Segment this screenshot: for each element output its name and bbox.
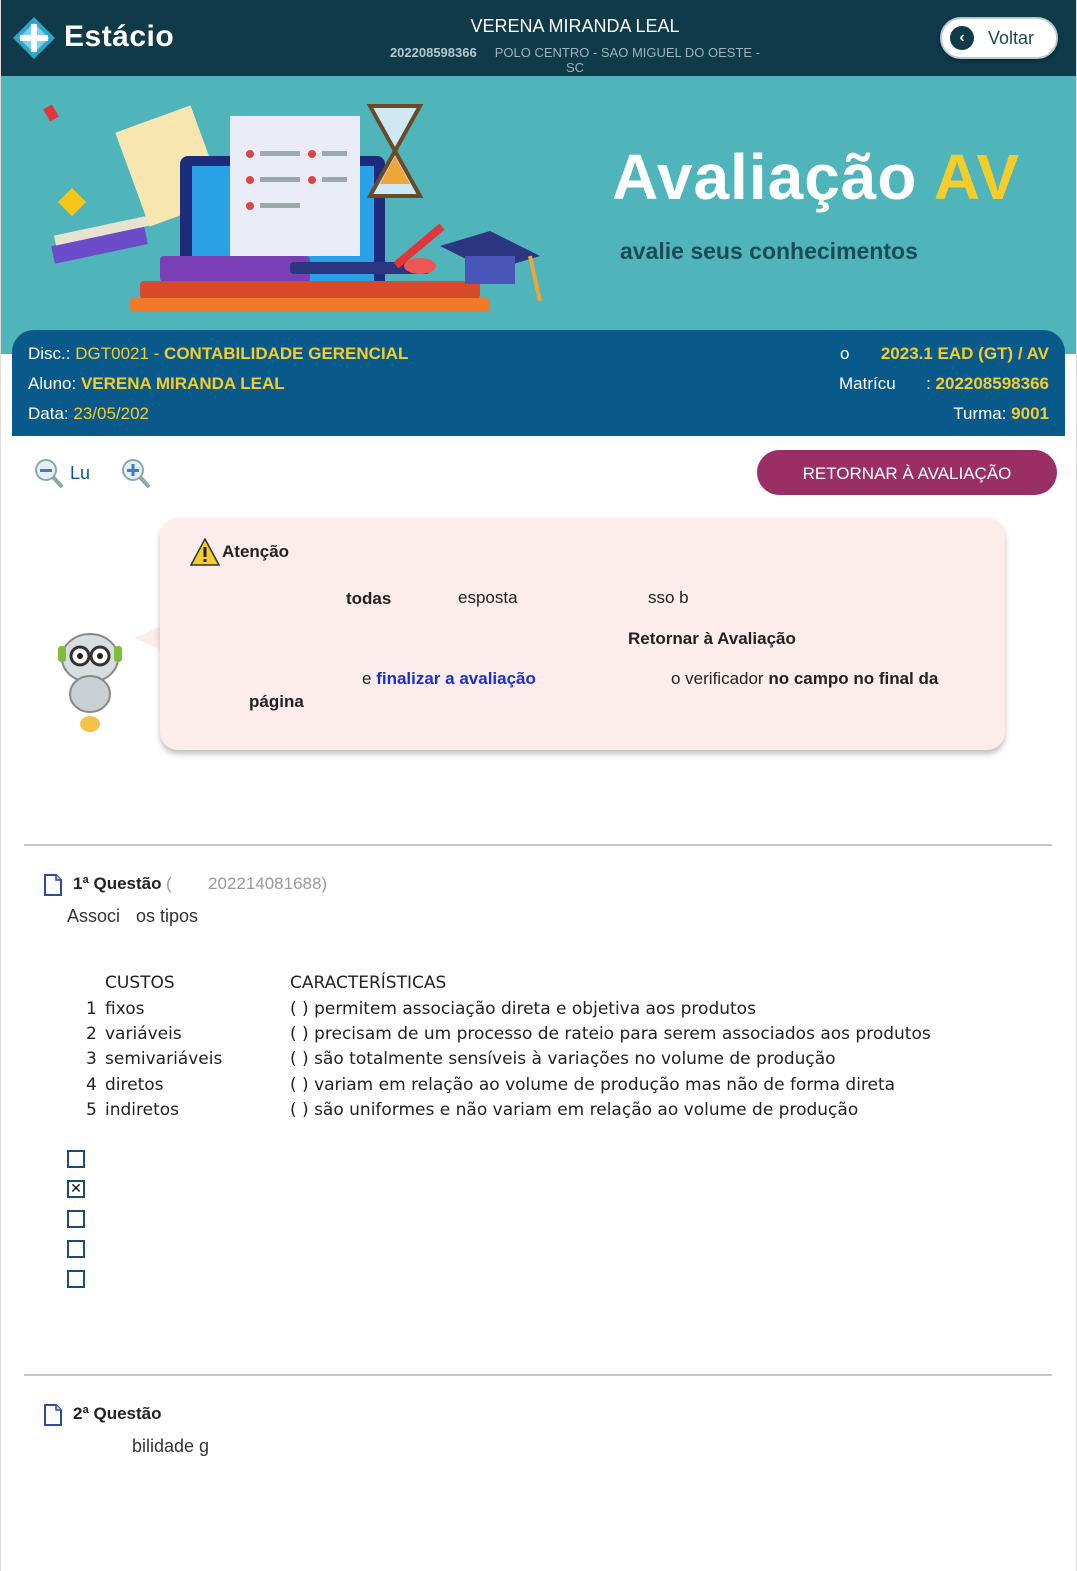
question-2-text: bilidade g [132,1436,210,1456]
answer-checkbox[interactable] [67,1240,85,1258]
question-1-code: 202214081688) [208,874,328,893]
cost-name: indiretos [105,1100,180,1120]
document-icon [44,874,62,896]
cost-name: fixos [105,999,145,1019]
disc-name: CONTABILIDADE GERENCIAL [164,344,409,363]
section-divider [24,844,1052,846]
turma-label: Turma: [953,404,1012,423]
section-divider [24,1374,1052,1376]
student-name: VERENA MIRANDA LEAL [470,16,680,36]
data-label: Data: [28,404,74,423]
period-row [881,344,1049,364]
attention-text-field: no campo no final da [768,669,939,688]
chevron-left-icon: ‹ [950,26,974,50]
banner-title-main: Avaliação [612,141,934,213]
brand-name: Estácio [64,20,175,53]
characteristics-header: CARACTERÍSTICAS [290,973,447,993]
hero-banner [0,76,1077,354]
back-button[interactable] [940,17,1058,59]
cost-number: 5 [86,1100,97,1120]
discipline-row [28,344,408,364]
date-row [28,404,149,424]
document-icon [44,1404,62,1426]
student-id: 202208598366 [389,45,477,60]
attention-line-verifier [671,669,938,689]
answer-checkbox[interactable] [67,1150,85,1168]
cost-name: variáveis [105,1024,182,1044]
cost-number: 1 [86,999,97,1019]
period-value: 2023.1 EAD (GT) / AV [880,344,1049,363]
back-button-label: Voltar [988,28,1035,48]
campus-name: POLO CENTRO - SAO MIGUEL DO OESTE - SC [494,45,761,75]
turma-row [953,404,1049,424]
data-value: 23/05/202 [73,404,149,423]
zoom-out-icon[interactable] [34,458,64,490]
student-subtitle [380,45,770,75]
estacio-logo-icon [12,16,56,60]
answer-checkbox-selected[interactable]: ✕ [67,1180,85,1198]
costs-header: CUSTOS [105,973,175,993]
characteristic-item: ( ) permitem associação direta e objetiva aos produtos [290,999,756,1019]
matricula-value: 202208598366 [935,374,1049,393]
attention-text-page: página [249,692,304,711]
return-to-assessment-button[interactable]: RETORNAR À AVALIAÇÃO [757,450,1057,495]
turma-value: 9001 [1011,404,1049,423]
attention-line-three [362,669,536,689]
course-info-panel [12,330,1065,436]
question-1-title: 1ª Questão [73,874,162,893]
matricula-row [926,374,1049,394]
cost-number: 2 [86,1024,97,1044]
attention-text-todas: todas [346,589,392,608]
disc-label: Disc.: [28,344,76,363]
characteristic-item: ( ) precisam de um processo de rateio para serem associados aos produtos [290,1024,931,1044]
aluno-value: VERENA MIRANDA LEAL [80,374,285,393]
finalize-assessment-link[interactable]: finalizar a avaliação [376,669,536,688]
attention-text-e: e [362,669,377,688]
zoom-in-icon[interactable] [121,458,151,490]
cost-number: 3 [86,1049,97,1069]
banner-title-accent: AV [933,141,1021,213]
disc-code: DGT0021 - [75,344,165,363]
characteristic-item: ( ) são uniformes e não variam em relação ao volume de produção [290,1100,859,1120]
banner-subtitle: avalie seus conhecimentos [620,238,918,264]
question-1-code-paren: ( [166,874,172,893]
cost-name: diretos [105,1075,164,1095]
answer-checkbox[interactable] [67,1210,85,1228]
question-1-text-b: os tipos [136,906,199,926]
question-1-text-a: Associ [67,906,121,926]
matricula-sep: : [926,374,936,393]
matricula-label: Matrícu [839,374,896,393]
attention-text-resposta: esposta [458,588,518,607]
attention-text-fragment: sso b [648,588,689,607]
robot-mascot-icon [50,628,130,736]
study-illustration [40,96,560,336]
question-2-title: 2ª Questão [73,1404,162,1423]
attention-text-verifier: o verificador [671,669,769,688]
aluno-label: Aluno: [28,374,81,393]
characteristic-item: ( ) são totalmente sensíveis à variações no volume de produção [290,1049,836,1069]
zoom-label: Lu [70,463,91,483]
period-label: o [840,344,850,363]
cost-number: 4 [86,1075,97,1095]
cost-name: semivariáveis [105,1049,223,1069]
banner-title [612,140,1020,214]
answer-checkbox[interactable] [67,1270,85,1288]
attention-text-return: Retornar à Avaliação [628,629,796,648]
attention-title: Atenção [222,542,290,561]
warning-icon [190,538,220,566]
student-row [28,374,285,394]
characteristic-item: ( ) variam em relação ao volume de produção mas não de forma direta [290,1075,896,1095]
speech-bubble-tail [134,626,162,650]
